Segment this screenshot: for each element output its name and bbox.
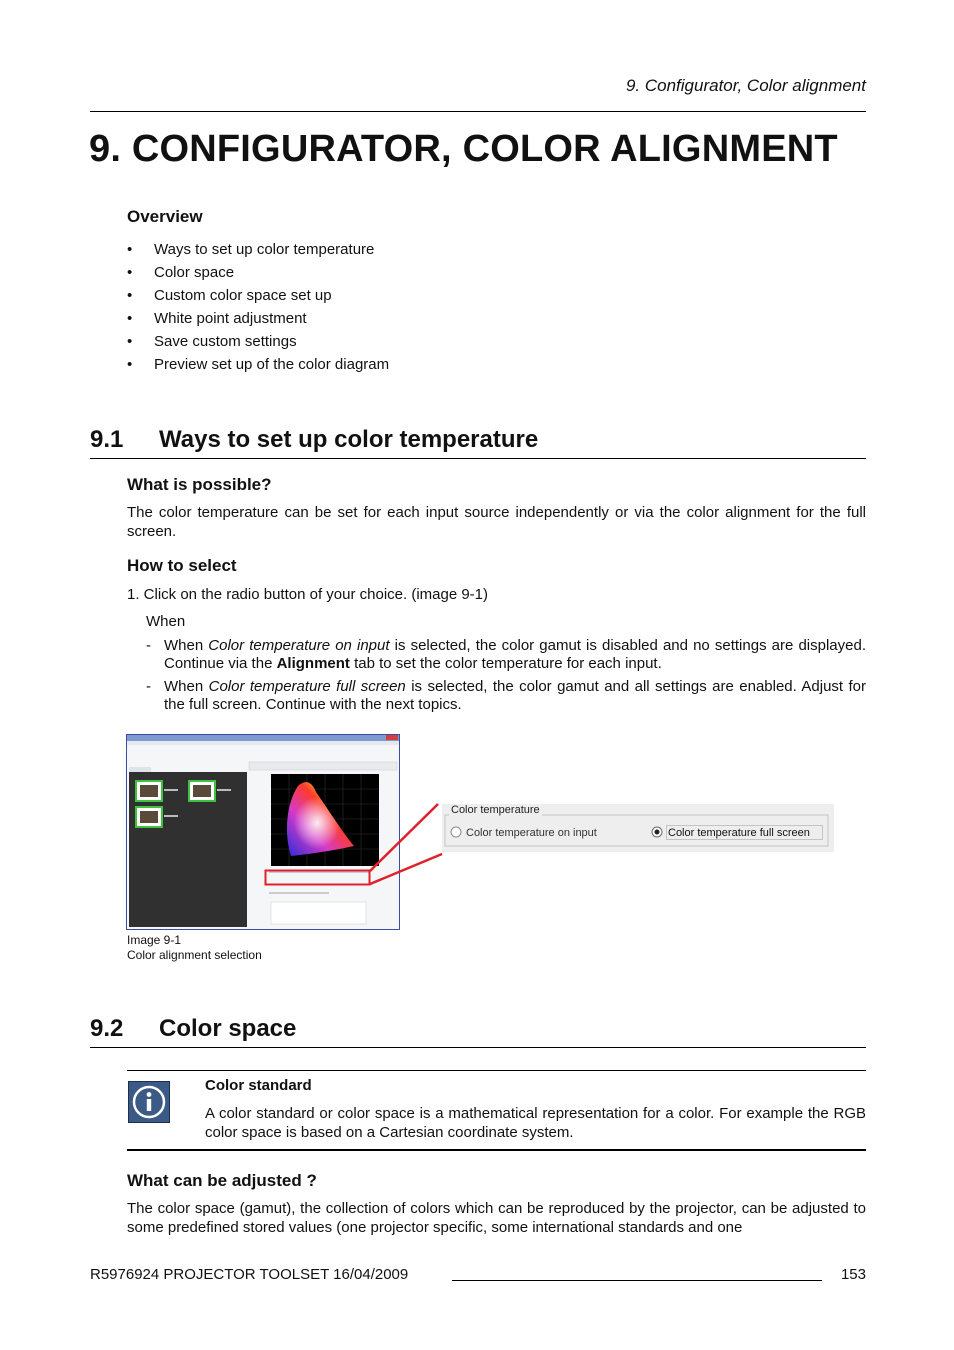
list-item: • Preview set up of the color diagram	[127, 356, 390, 373]
footer-doc-info: R5976924 PROJECTOR TOOLSET 16/04/2009	[90, 1266, 409, 1283]
list-item: • Ways to set up color temperature	[127, 241, 375, 258]
list-item: • Save custom settings	[127, 333, 297, 350]
radio-color-temperature-full-screen[interactable]: Color temperature full screen	[668, 827, 810, 839]
paragraph: The color space (gamut), the collection of colors which can be reproduced by the projector, can be adjusted to some predefined stored values (one projector specific, some international standards and one	[127, 1200, 866, 1236]
figure-color-alignment	[126, 734, 836, 932]
section-rule	[90, 1047, 866, 1048]
note-top-rule	[127, 1070, 866, 1071]
subheading-how-to-select: How to select	[127, 556, 237, 575]
subheading-what-can-be-adjusted: What can be adjusted ?	[127, 1171, 317, 1190]
figure-label: Image 9-1	[127, 933, 182, 947]
note-bottom-rule	[127, 1149, 866, 1151]
running-header: 9. Configurator, Color alignment	[625, 76, 866, 95]
section-heading-9-1: 9.1 Ways to set up color temperature	[90, 426, 539, 453]
dash-list	[146, 637, 866, 714]
page-number: 153	[840, 1266, 866, 1283]
section-heading-9-2: 9.2 Color space	[90, 1015, 297, 1042]
note-text: A color standard or color space is a mathematical representation for a color. For example the RGB color space is based on a Cartesian coordinate system.	[205, 1105, 866, 1141]
list-item: - When Color temperature full screen is selected, the color gamut and all settings are enabled. Adjust for the full screen. Continue with the next topics.	[146, 678, 867, 713]
list-item: - When Color temperature on input is selected, the color gamut is disabled and no settings are displayed. Continue via the Alignment tab to set the color temperature for each input.	[146, 637, 866, 672]
overview-heading: Overview	[127, 207, 203, 226]
radio-color-temperature-on-input[interactable]: Color temperature on input	[466, 827, 597, 839]
list-item: • Custom color space set up	[127, 287, 332, 304]
list-item: • Color space	[127, 264, 235, 281]
overview-list	[127, 239, 389, 377]
figure-caption: Color alignment selection	[127, 948, 262, 962]
list-item: • White point adjustment	[127, 310, 307, 327]
zoom-group-title: Color temperature	[451, 804, 540, 816]
paragraph: The color temperature can be set for each input source independently or via the color alignment for the full screen.	[127, 504, 866, 540]
note-title: Color standard	[205, 1077, 312, 1094]
footer-rule	[452, 1280, 822, 1281]
section-rule	[90, 458, 866, 459]
header-rule	[90, 111, 866, 112]
step-1: 1. Click on the radio button of your choice. (image 9-1)	[127, 586, 489, 603]
when-label: When	[146, 613, 186, 630]
subheading-what-is-possible: What is possible?	[127, 475, 272, 494]
info-icon	[128, 1081, 170, 1123]
chapter-title: 9. CONFIGURATOR, COLOR ALIGNMENT	[89, 128, 838, 170]
